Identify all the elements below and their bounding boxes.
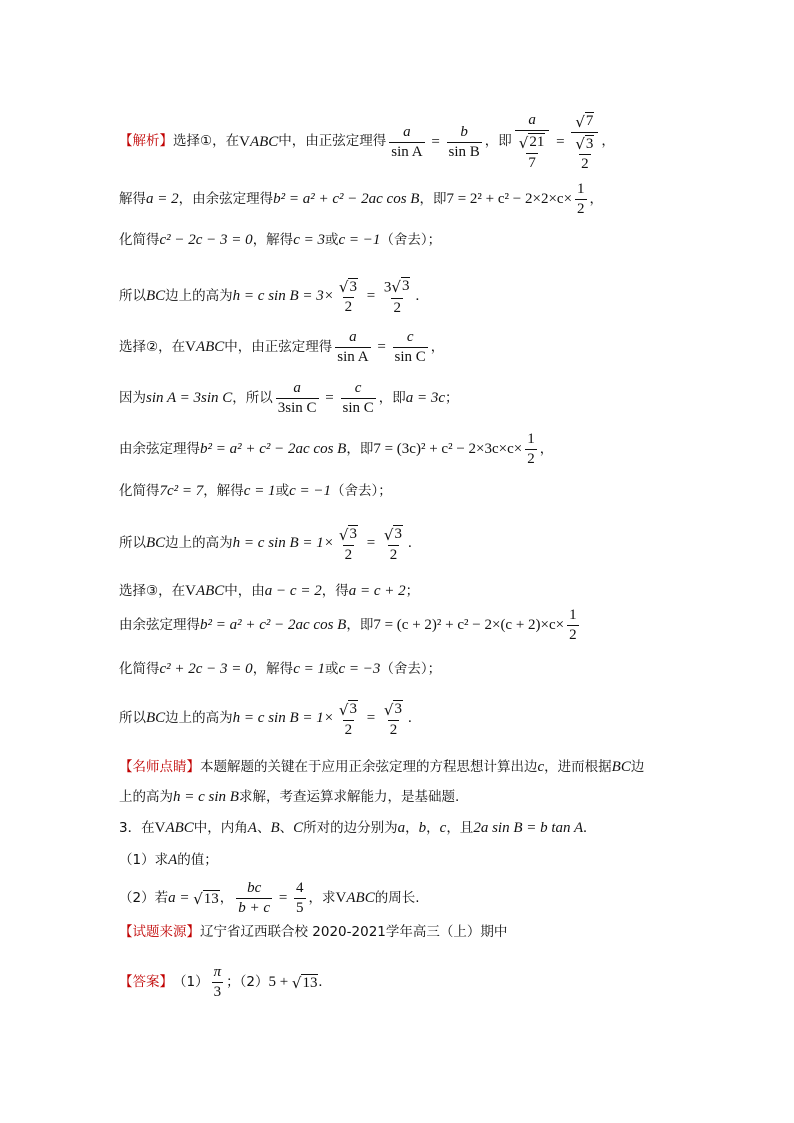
math: BC (146, 710, 166, 727)
fraction (517, 133, 548, 171)
text: 的周长. (374, 889, 420, 906)
math: c (537, 759, 545, 775)
text: 求解，考查运算求解能力，是基础题. (238, 788, 460, 805)
math: c = 1 (243, 483, 276, 499)
text: 所以 (119, 287, 146, 304)
math: a = 2 (146, 191, 179, 207)
text: 中，内角 (193, 819, 248, 836)
denominator: 2 (344, 546, 353, 563)
radicand: 3 (394, 526, 402, 542)
math: 5 + (268, 974, 292, 990)
numerator: π (213, 964, 222, 980)
denominator: 2 (389, 721, 398, 738)
tip-line-1 (119, 760, 644, 775)
text: 所以 (119, 535, 146, 551)
math: h = c sin B = 1× (232, 710, 334, 727)
text: 中，由正弦定理得 (224, 338, 333, 355)
triangle-name: ABC (249, 133, 279, 150)
text: 边 (630, 758, 645, 775)
sqrt: √ 13 (193, 890, 219, 909)
denominator: 5 (296, 900, 304, 916)
equals: = (427, 133, 444, 150)
text: . (407, 535, 412, 552)
triangle-name: ABC (195, 583, 225, 599)
triangle-symbol: V (335, 890, 347, 906)
radicand: 3 (394, 701, 402, 717)
math: c = −1 (338, 232, 381, 248)
math: c = −1 (289, 483, 331, 499)
radicand: 13 (203, 890, 219, 907)
text: ， (539, 440, 554, 457)
denominator: b + c (238, 900, 271, 916)
sqrt: √ 3 (391, 277, 410, 296)
triangle-name: ABC (165, 820, 194, 836)
math: C (293, 820, 304, 836)
solution-line-5 (119, 330, 444, 365)
sqrt: √ 21 (518, 133, 545, 152)
fraction (382, 277, 413, 316)
fraction (567, 608, 579, 643)
numerator: a (349, 329, 357, 345)
radicand: 13 (302, 974, 318, 991)
math: BC (611, 759, 631, 775)
radicand: 21 (529, 134, 545, 151)
denominator: 7 (528, 154, 536, 171)
math: 7 = (3c)² + c² − 2×3c×c× (373, 441, 523, 457)
text: ，且 (446, 819, 474, 836)
solution-line-13 (119, 700, 412, 738)
fraction (525, 432, 537, 467)
denominator: 3sin C (277, 400, 317, 416)
numerator: bc (247, 880, 262, 896)
sqrt: √ 3 (338, 700, 357, 719)
solution-line-10 (119, 584, 419, 599)
math: b² = a² + c² − 2ac cos B (200, 441, 347, 457)
fraction (337, 525, 360, 563)
text: . (407, 710, 412, 727)
denominator: sin C (342, 400, 374, 416)
math: sin A = 3sin C (146, 390, 233, 406)
solution-line-4 (119, 277, 419, 316)
text: ， (219, 889, 234, 906)
denominator: 2 (527, 451, 535, 467)
text: （舍去）； (380, 231, 442, 248)
math: A (247, 820, 257, 836)
text: ；（2） (226, 973, 269, 990)
denominator: sin A (337, 349, 369, 365)
text: ，所以 (232, 389, 273, 406)
text: 所对的边分别为 (303, 819, 398, 836)
numerator: 1 (569, 607, 577, 623)
triangle-symbol: V (185, 583, 196, 599)
radicand: 3 (349, 526, 357, 542)
numerator: a (403, 123, 411, 140)
radicand: 7 (585, 113, 594, 129)
math: 7c² = 7 (159, 483, 204, 499)
fraction (236, 881, 272, 916)
sqrt: √ 3 (338, 278, 357, 296)
math: a − c = 2 (264, 583, 322, 599)
text: 解得 (119, 190, 146, 207)
math: 2a sin B = b tan A (473, 820, 584, 836)
denominator: 2 (389, 546, 398, 563)
fraction (341, 381, 376, 416)
answer-line (119, 965, 322, 1000)
math: b² = a² + c² − 2ac cos B (273, 191, 420, 207)
radicand: 3 (349, 278, 357, 295)
text: ，解得 (203, 482, 244, 499)
denominator: 2 (581, 156, 589, 172)
numerator: a (293, 380, 301, 396)
denominator: sin C (394, 349, 426, 365)
math: BC (146, 535, 166, 552)
triangle-name: ABC (195, 339, 225, 355)
text: ， (589, 190, 604, 207)
fraction (337, 700, 360, 738)
text: ，解得 (252, 231, 294, 248)
text: 化简得 (119, 660, 160, 677)
text: ，解得 (252, 660, 294, 677)
sqrt: √ 3 (338, 525, 357, 544)
fraction (382, 525, 405, 563)
coefficient: 3 (383, 279, 392, 296)
fraction (515, 113, 550, 171)
numerator: a (528, 112, 536, 129)
denominator: 2 (393, 299, 401, 316)
text: ，得 (321, 582, 349, 599)
text: ，即 (346, 616, 374, 633)
text: ，即 (484, 133, 512, 150)
math: c (439, 820, 447, 836)
fraction (571, 112, 598, 172)
solution-line-6 (119, 381, 459, 416)
numerator (382, 277, 413, 298)
math: a = 3c (405, 390, 446, 406)
solution-line-11 (119, 608, 582, 643)
question-number: 3．在 (119, 819, 155, 836)
radicand: 3 (401, 278, 410, 294)
triangle-name: ABC (346, 890, 375, 906)
math: 7 = (c + 2)² + c² − 2×(c + 2)×c× (373, 617, 565, 633)
text: 边上的高为 (165, 535, 233, 551)
numerator: b (460, 123, 468, 140)
text: ，由余弦定理得 (178, 190, 274, 207)
text: （1） (173, 973, 209, 990)
fraction (337, 278, 360, 316)
solution-line-2 (119, 182, 603, 217)
denominator: sin B (448, 143, 480, 160)
equals: = (373, 339, 390, 355)
text: 或 (275, 482, 290, 499)
math: a = c + 2 (348, 583, 406, 599)
text: 辽宁省辽西联合校 2020-2021学年高三（上）期中 (200, 924, 508, 940)
equals: = (362, 287, 379, 304)
radicand: 3 (585, 135, 594, 152)
text: 选择①，在 (173, 133, 240, 150)
solution-line-8 (119, 484, 392, 499)
text: ，即 (419, 190, 447, 207)
fraction (575, 182, 587, 217)
text: ，求 (308, 889, 336, 906)
text: （舍去）； (380, 660, 442, 677)
denominator: 2 (344, 299, 353, 315)
text: . (415, 287, 420, 304)
answer-tag: 【答案】 (119, 973, 173, 990)
fraction (393, 330, 428, 365)
denominator: 2 (344, 721, 353, 738)
question-3-part-1 (119, 853, 218, 868)
text: （2）若 (119, 889, 169, 906)
numerator: c (406, 329, 414, 345)
equals: = (362, 710, 379, 727)
source-tag: 【试题来源】 (119, 924, 200, 940)
sqrt: √ 7 (575, 112, 594, 131)
question-3-part-2 (119, 881, 420, 916)
text: 、 (256, 819, 271, 836)
text: （1）求 (119, 851, 169, 868)
math: 7 = 2² + c² − 2×2×c× (446, 191, 573, 207)
analysis-tag: 【解析】 (119, 133, 173, 150)
text: 选择②，在 (119, 338, 186, 355)
math: c = 3 (293, 232, 325, 248)
triangle-symbol: V (185, 339, 196, 355)
text: 中，由 (224, 582, 265, 599)
math: h = c sin B = 3× (232, 287, 334, 304)
sqrt: √ 3 (383, 700, 402, 719)
text: 边上的高为 (165, 287, 233, 304)
text: 边上的高为 (165, 710, 233, 726)
numerator: c (354, 380, 362, 396)
sqrt: √ 13 (291, 974, 318, 993)
fraction (447, 125, 482, 160)
fraction (389, 125, 424, 160)
math: h = c sin B = 1× (232, 535, 334, 552)
fraction (212, 965, 224, 1000)
solution-line-1 (119, 112, 615, 172)
text: 的值； (177, 851, 218, 868)
math: c = −3 (338, 661, 381, 677)
text: ，即 (378, 389, 406, 406)
question-source (119, 926, 507, 940)
math: h = c sin B (173, 789, 239, 805)
text: （舍去）； (330, 482, 392, 499)
fraction (335, 330, 370, 365)
numerator: 1 (527, 431, 535, 447)
text: 或 (324, 660, 339, 677)
denominator: 2 (569, 627, 577, 643)
denominator (571, 132, 598, 173)
equals: = (275, 890, 292, 906)
equals: = (552, 133, 569, 150)
equals: = (362, 535, 379, 552)
tip-tag: 【名师点睛】 (119, 758, 200, 775)
math: BC (146, 287, 166, 304)
text: 中，由正弦定理得 (278, 133, 387, 150)
solution-line-9 (119, 525, 412, 563)
solution-line-7 (119, 432, 553, 467)
tip-line-2 (119, 790, 459, 805)
math: b² = a² + c² − 2ac cos B (200, 617, 347, 633)
math: A (168, 852, 178, 868)
text: ； (405, 582, 420, 599)
numerator: 1 (577, 181, 585, 197)
fraction (294, 881, 306, 916)
fraction (573, 135, 596, 173)
text: 选择③，在 (119, 582, 186, 599)
text: ，即 (346, 440, 374, 457)
text: ， (430, 338, 445, 355)
solution-line-3 (119, 233, 441, 248)
math: a (397, 820, 406, 836)
numerator: 4 (296, 880, 304, 896)
text: . (318, 974, 323, 990)
text: ，进而根据 (544, 758, 612, 775)
math: B (270, 820, 280, 836)
math: c² − 2c − 3 = 0 (159, 232, 253, 248)
text: ， (601, 133, 615, 150)
text: . (583, 820, 587, 836)
math: b (418, 820, 427, 836)
solution-line-12 (119, 662, 441, 677)
text: 由余弦定理得 (119, 440, 200, 457)
text: 所以 (119, 710, 146, 726)
denominator (515, 130, 550, 171)
denominator: 3 (213, 984, 222, 1000)
text: ； (445, 389, 459, 406)
text: ， (405, 819, 419, 836)
text: 、 (279, 819, 294, 836)
text: 化简得 (119, 482, 160, 499)
text: ， (426, 819, 440, 836)
text: 因为 (119, 389, 146, 406)
sqrt: √ 3 (575, 135, 594, 153)
fraction (276, 381, 319, 416)
math: c² + 2c − 3 = 0 (159, 661, 253, 677)
math: a = (168, 890, 194, 906)
equals: = (321, 390, 338, 406)
sqrt: √ 3 (383, 525, 402, 544)
radicand: 3 (349, 701, 357, 717)
text: 或 (324, 231, 339, 248)
text: 化简得 (119, 231, 160, 248)
text: 由余弦定理得 (119, 616, 200, 633)
math: c = 1 (293, 661, 325, 677)
question-3-stem (119, 821, 587, 836)
triangle-symbol: V (239, 133, 250, 150)
denominator: 2 (577, 201, 585, 217)
text: 上的高为 (119, 788, 173, 805)
text: 本题解题的关键在于应用正余弦定理的方程思想计算出边 (200, 758, 538, 775)
triangle-symbol: V (154, 820, 166, 836)
fraction (382, 700, 405, 738)
denominator: sin A (391, 143, 423, 160)
